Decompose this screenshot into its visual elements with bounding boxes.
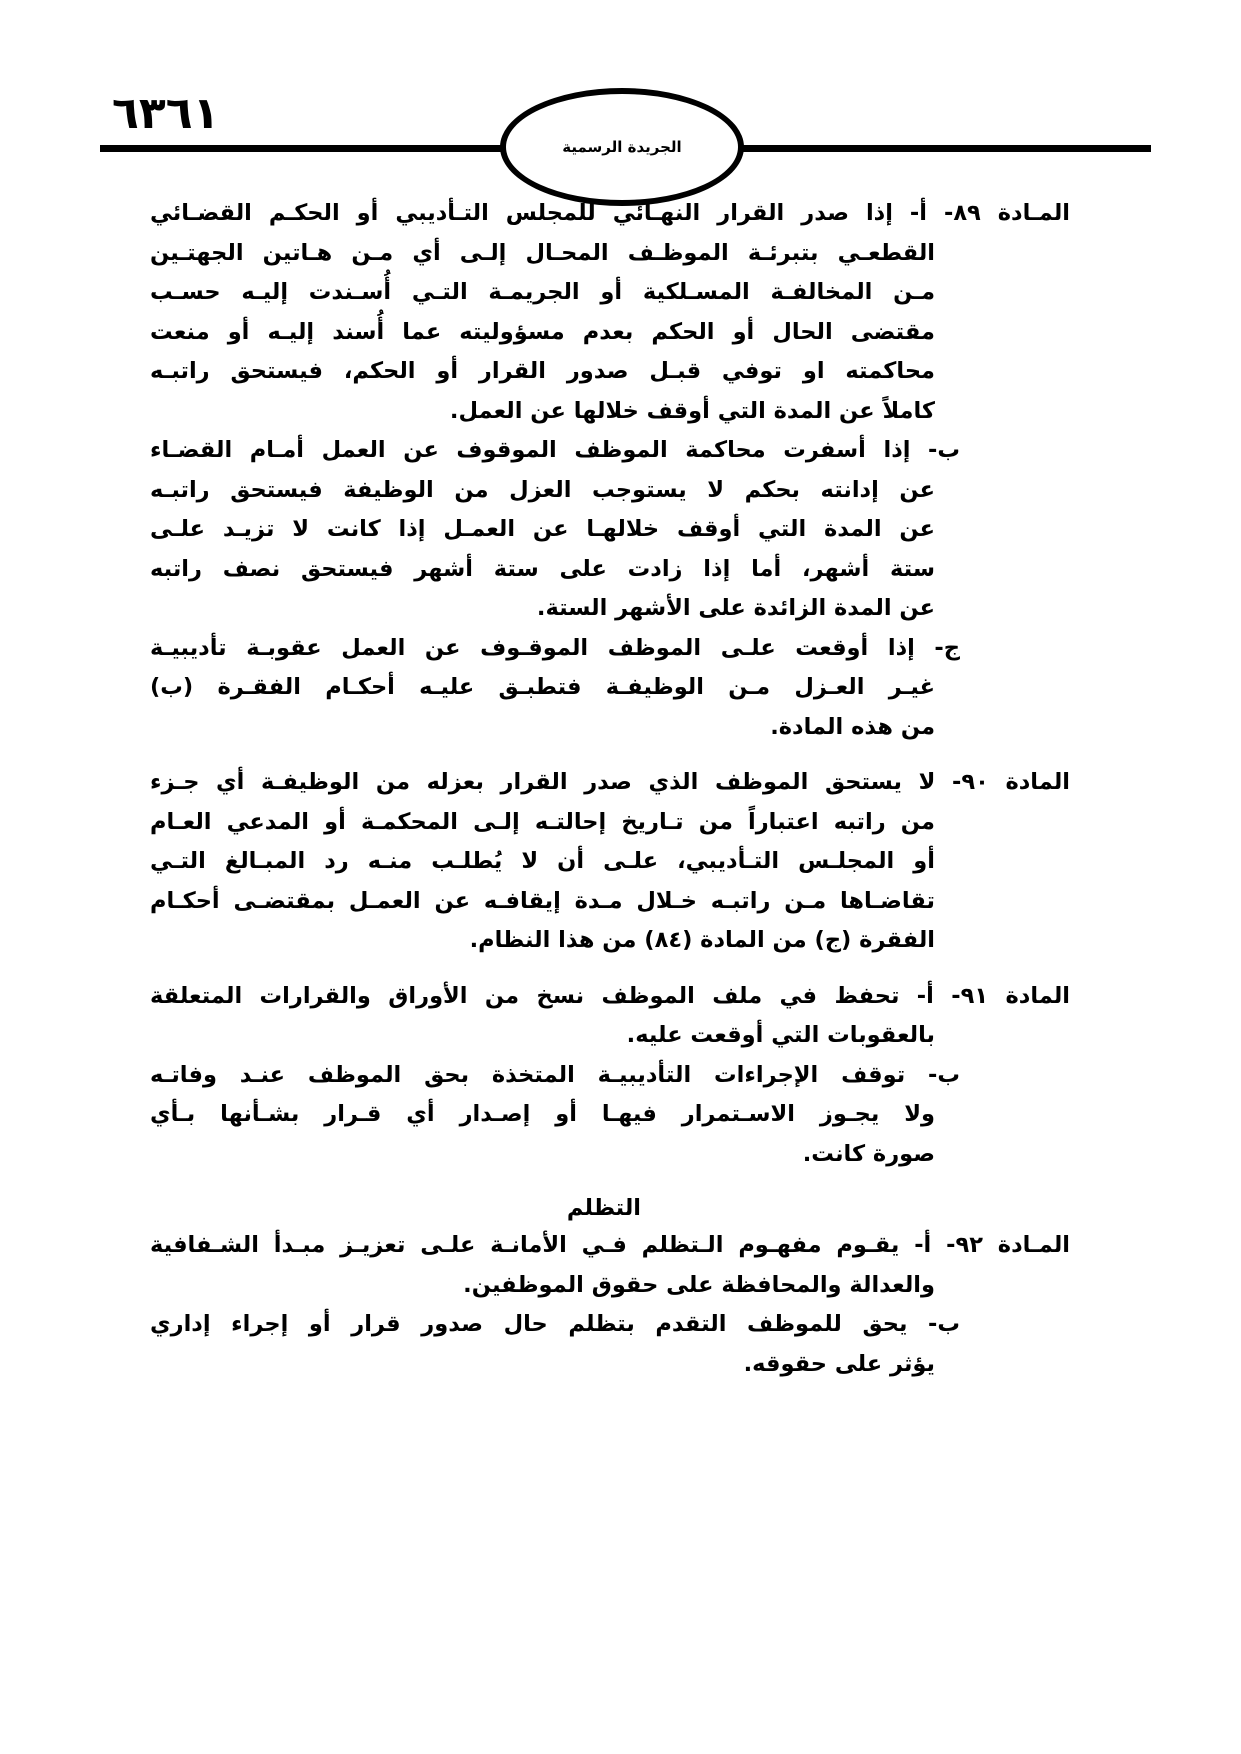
article: [0, 1226, 1241, 1384]
text-line: مـن المخالفـة المسـلكية أو الجريمـة التـي أُسـندت إليـه حسـب: [150, 279, 935, 305]
text-line: عن إدانته بحكم لا يستوجب العزل من الوظيفة فيستحق راتبـه: [150, 476, 935, 503]
article-heading-line: المادة ٩٠- لا يستحق الموظف الذي صدر القرار بعزله من الوظيفـة أي جـزء: [150, 769, 1070, 795]
text-line: من هذه المادة.: [770, 713, 935, 740]
clause-line: ب- إذا أسفرت محاكمة الموظف الموقوف عن العمل أمـام القضـاء: [150, 437, 960, 463]
page-number: ٦٣٦١: [112, 88, 220, 139]
text-line: مقتضى الحال أو الحكم بعدم مسؤوليته عما أُسند إليـه أو منعت: [150, 318, 935, 345]
text-line: بالعقوبات التي أوقعت عليه.: [626, 1022, 935, 1048]
article: [0, 194, 1241, 747]
text-line: غيـر العـزل مـن الوظيفـة فتطبـق عليـه أحكـام الفقـرة (ب): [150, 674, 935, 700]
articles-group: [0, 1226, 1241, 1384]
text-line: يؤثر على حقوقه.: [743, 1350, 935, 1377]
clause-line: ج- إذا أوقعت علـى الموظف الموقـوف عن العمل عقوبـة تأديبيـة: [150, 634, 960, 661]
clause-line: ب- توقف الإجراءات التأديبيـة المتخذة بحق الموظف عنـد وفاتـه: [150, 1061, 960, 1088]
article-heading-line: المادة ٩١- أ- تحفظ في ملف الموظف نسخ من الأوراق والقرارات المتعلقة: [150, 982, 1071, 1009]
text-line: عن المدة التي أوقف خلالهـا عن العمـل إذا كانت لا تزيـد علـى: [150, 516, 935, 542]
clause-line: ب- يحق للموظف التقدم بتظلم حال صدور قرار أو إجراء إداري: [150, 1311, 960, 1337]
text-line: الفقرة (ج) من المادة (٨٤) من هذا النظام.: [469, 927, 935, 953]
article-heading-line: المـادة ٨٩- أ- إذا صدر القرار النهـائي للمجلس التـأديبي أو الحكـم القضـائي: [150, 200, 1070, 226]
text-line: والعدالة والمحافظة على حقوق الموظفين.: [463, 1271, 935, 1298]
gazette-title: الجريدة الرسمية: [562, 138, 682, 156]
text-line: من راتبه اعتباراً من تـاريخ إحالتـه إلـى المحكمـة أو المدعي العـام: [150, 808, 935, 835]
text-line: القطعـي بتبرئـة الموظـف المحـال إلـى أي مـن هـاتين الجهتـين: [150, 239, 935, 266]
section-heading: التظلم: [566, 1195, 641, 1221]
articles-group: [0, 194, 1241, 1174]
text-line: صورة كانت.: [802, 1140, 935, 1167]
article: [0, 977, 1241, 1175]
article: [0, 763, 1241, 961]
document-body: [0, 194, 1241, 1400]
text-line: عن المدة الزائدة على الأشهر الستة.: [536, 595, 935, 621]
text-line: محاكمته او توفي قبـل صدور القرار أو الحكم، فيستحق راتبـه: [150, 358, 935, 384]
gazette-emblem-oval: [500, 88, 744, 206]
text-line: ستة أشهر، أما إذا زادت على ستة أشهر فيستحق نصف راتبه: [150, 555, 935, 582]
text-line: تقاضـاها مـن راتبـه خـلال مـدة إيقافـه عن العمـل بمقتضـى أحكـام: [150, 887, 935, 914]
text-line: كاملاً عن المدة التي أوقف خلالها عن العمل.: [449, 397, 935, 424]
text-line: ولا يجـوز الاسـتمرار فيهـا أو إصـدار أي قـرار بشـأنها بـأي: [150, 1101, 935, 1127]
text-line: أو المجلـس التـأديبي، علـى أن لا يُطلـب منـه رد المبـالغ التـي: [150, 848, 935, 874]
article-heading-line: المـادة ٩٢- أ- يقـوم مفهـوم الـتظلم فـي الأمانـة علـى تعزيـز مبـدأ الشـفافية: [150, 1232, 1071, 1258]
